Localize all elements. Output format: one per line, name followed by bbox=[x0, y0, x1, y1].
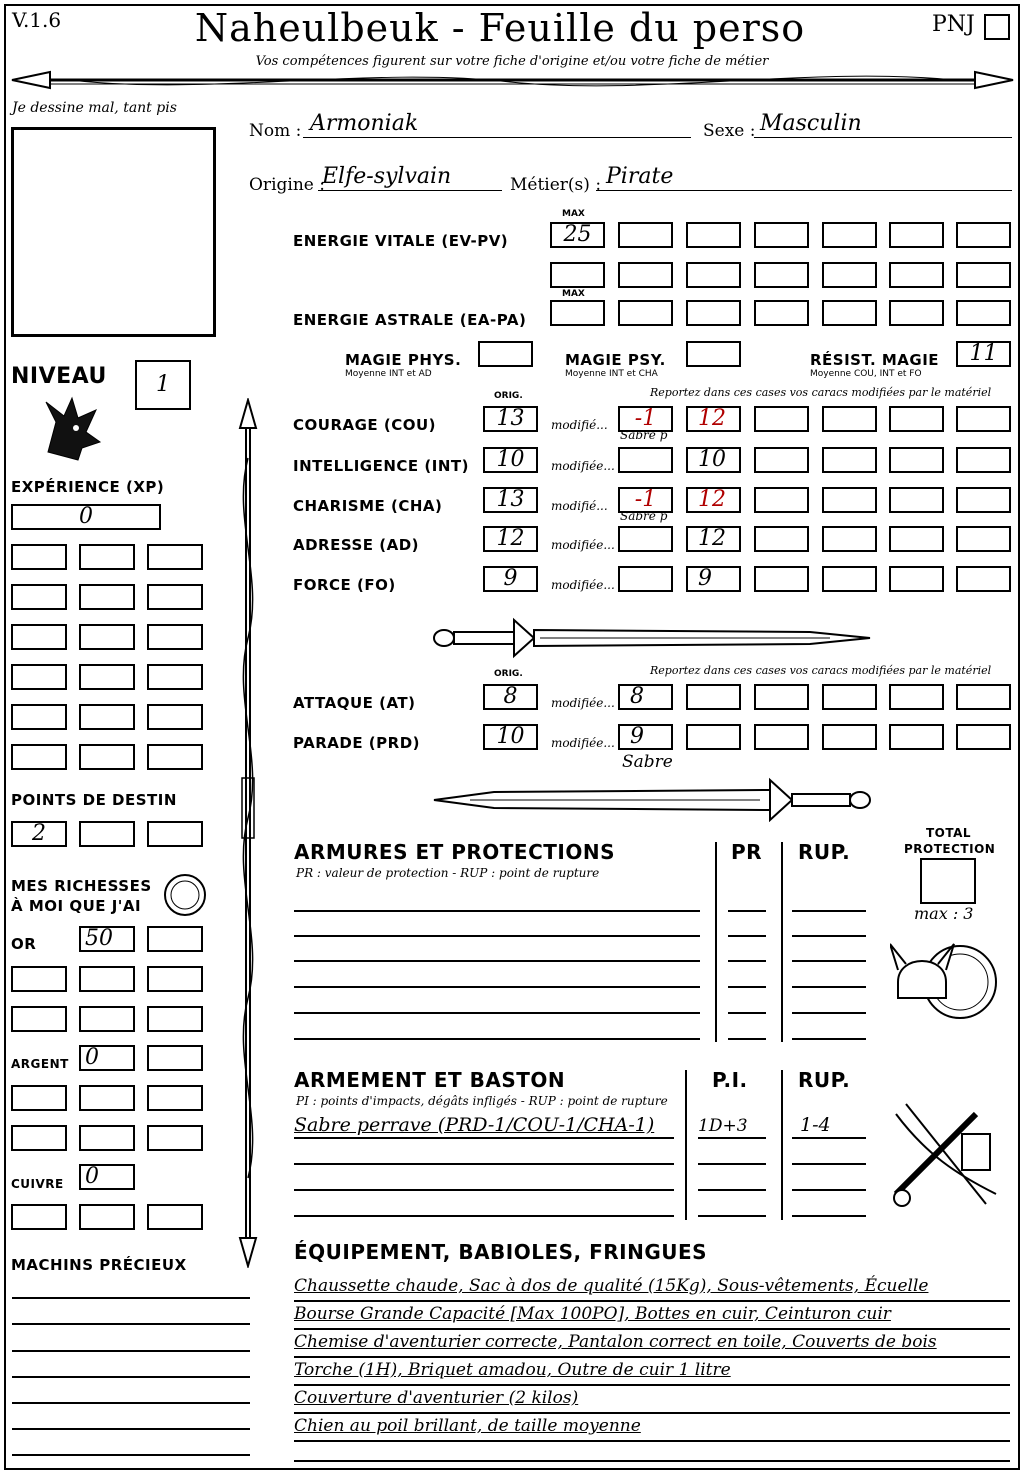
ea-box[interactable] bbox=[618, 300, 673, 326]
carac-extra-box[interactable] bbox=[822, 566, 877, 592]
or-grid-box[interactable] bbox=[79, 1006, 135, 1032]
equipement-line: Chemise d'aventurier correcte, Pantalon correct en toile, Couverts de bois bbox=[294, 1332, 937, 1352]
origine-value: Elfe-sylvain bbox=[322, 164, 452, 189]
combat-report-note: Reportez dans ces cases vos caracs modifiées par le matériel bbox=[650, 664, 992, 677]
xp-grid-box[interactable] bbox=[79, 624, 135, 650]
arme-rup-line[interactable] bbox=[792, 1189, 866, 1191]
richesses-label-2: À MOI QUE J'AI bbox=[11, 897, 142, 915]
ev-box[interactable] bbox=[956, 222, 1011, 248]
ev-label: ENERGIE VITALE (EV-PV) bbox=[293, 232, 509, 250]
carac-extra-box[interactable] bbox=[889, 566, 944, 592]
total-protection-box[interactable] bbox=[920, 858, 976, 904]
nom-label: Nom : bbox=[249, 121, 302, 141]
ev-box[interactable] bbox=[618, 222, 673, 248]
combat-extra-box[interactable] bbox=[686, 684, 741, 710]
ev-box[interactable] bbox=[889, 222, 944, 248]
cuivre-box-4[interactable] bbox=[147, 1204, 203, 1230]
xp-grid-box[interactable] bbox=[11, 664, 67, 690]
carac-extra-box[interactable] bbox=[754, 447, 809, 473]
combat-extra-box[interactable] bbox=[889, 684, 944, 710]
combat-final-box[interactable] bbox=[618, 724, 673, 750]
magie-phys-sub: Moyenne INT et AD bbox=[345, 369, 432, 379]
armure-pr-line[interactable] bbox=[728, 1038, 766, 1040]
equipement-underline[interactable] bbox=[294, 1300, 1010, 1302]
destin-box-2[interactable] bbox=[79, 821, 135, 847]
sexe-label: Sexe : bbox=[703, 121, 756, 141]
cuivre-label: CUIVRE bbox=[11, 1177, 64, 1191]
magie-phys-box[interactable] bbox=[478, 341, 533, 367]
carac-mod-box[interactable] bbox=[618, 526, 673, 552]
carac-orig-box[interactable] bbox=[483, 566, 538, 592]
armure-line[interactable] bbox=[294, 935, 700, 937]
carac-mod-value bbox=[620, 528, 671, 550]
armure-rup-line[interactable] bbox=[792, 910, 866, 912]
carac-extra-box[interactable] bbox=[889, 406, 944, 432]
ev-box-row2[interactable] bbox=[889, 262, 944, 288]
portrait-caption: Je dessine mal, tant pis bbox=[12, 100, 177, 116]
carac-label: FORCE (FO) bbox=[293, 576, 396, 594]
armure-rup-line[interactable] bbox=[792, 1038, 866, 1040]
carac-modif-label: modifiée... bbox=[551, 538, 615, 552]
sexe-value: Masculin bbox=[760, 111, 862, 136]
pnj-label: PNJ bbox=[932, 12, 975, 37]
combat-extra-box[interactable] bbox=[754, 684, 809, 710]
combat-orig-value: 8 bbox=[503, 684, 518, 709]
ea-box[interactable] bbox=[822, 300, 877, 326]
sword-icon bbox=[430, 614, 875, 660]
equipement-underline[interactable] bbox=[294, 1412, 1010, 1414]
combat-label: PARADE (PRD) bbox=[293, 734, 421, 752]
helmet-shield-icon bbox=[890, 930, 1000, 1026]
xp-grid-box[interactable] bbox=[11, 584, 67, 610]
machins-line[interactable] bbox=[12, 1454, 250, 1456]
argent-label: ARGENT bbox=[11, 1057, 69, 1071]
carac-final-value: 9 bbox=[698, 566, 712, 591]
combat-final-value: 9 bbox=[630, 724, 644, 749]
weapon-name: Sabre perrave (PRD-1/COU-1/CHA-1) bbox=[294, 1114, 655, 1136]
or-grid-box[interactable] bbox=[11, 966, 67, 992]
machins-line[interactable] bbox=[12, 1350, 250, 1352]
xp-box[interactable]: 0 bbox=[11, 504, 161, 530]
or-box[interactable]: 50 bbox=[79, 926, 135, 952]
carac-mod-box[interactable] bbox=[618, 447, 673, 473]
carac-mod-value bbox=[620, 568, 671, 590]
carac-final-box[interactable] bbox=[686, 406, 741, 432]
carac-final-value: 12 bbox=[698, 526, 726, 551]
armure-line[interactable] bbox=[294, 960, 700, 962]
carac-final-value: 12 bbox=[698, 406, 726, 431]
carac-orig-box[interactable] bbox=[483, 447, 538, 473]
armure-rup-line[interactable] bbox=[792, 935, 866, 937]
carac-final-value: 10 bbox=[698, 447, 726, 472]
combat-modif-label: modifiée... bbox=[551, 696, 615, 710]
equipement-underline[interactable] bbox=[294, 1384, 1010, 1386]
portrait-box[interactable] bbox=[11, 127, 216, 337]
coin-icon bbox=[162, 872, 208, 918]
carac-mod-value: -1 bbox=[634, 487, 657, 512]
carac-mod-note: Sabre p bbox=[620, 509, 668, 523]
combat-extra-box[interactable] bbox=[956, 724, 1011, 750]
arme-pi-line[interactable] bbox=[698, 1215, 766, 1217]
xp-grid-box[interactable] bbox=[147, 584, 203, 610]
magie-psy-box[interactable] bbox=[686, 341, 741, 367]
caracs-report-note: Reportez dans ces cases vos caracs modifiées par le matériel bbox=[650, 386, 992, 399]
ev-box-row2[interactable] bbox=[550, 262, 605, 288]
ea-max-label: MAX bbox=[562, 289, 585, 299]
ev-box-row2[interactable] bbox=[754, 262, 809, 288]
ev-max-box[interactable]: 25 bbox=[550, 222, 605, 248]
xp-grid-box[interactable] bbox=[79, 704, 135, 730]
carac-orig-box[interactable] bbox=[483, 526, 538, 552]
xp-grid-box[interactable] bbox=[147, 744, 203, 770]
carac-extra-box[interactable] bbox=[822, 406, 877, 432]
carac-extra-box[interactable] bbox=[754, 566, 809, 592]
carac-extra-box[interactable] bbox=[889, 526, 944, 552]
carac-extra-box[interactable] bbox=[822, 447, 877, 473]
armures-divider-1 bbox=[715, 842, 717, 1042]
or-grid-box[interactable] bbox=[147, 1006, 203, 1032]
machins-line[interactable] bbox=[12, 1428, 250, 1430]
arme-rup-line[interactable] bbox=[792, 1215, 866, 1217]
xp-label: EXPÉRIENCE (XP) bbox=[11, 478, 165, 496]
total-protection-label-1: TOTAL bbox=[926, 826, 972, 840]
xp-grid-box[interactable] bbox=[79, 584, 135, 610]
equipement-underline[interactable] bbox=[294, 1328, 1010, 1330]
argent-box-2[interactable] bbox=[147, 1045, 203, 1071]
armure-rup-line[interactable] bbox=[792, 1012, 866, 1014]
armement-sub: PI : points d'impacts, dégâts infligés - RUP : point de rupture bbox=[296, 1094, 668, 1108]
carac-orig-value: 12 bbox=[496, 526, 525, 551]
combat-note: Sabre bbox=[622, 752, 673, 772]
armure-pr-line[interactable] bbox=[728, 986, 766, 988]
arme-line[interactable] bbox=[294, 1189, 674, 1191]
or-grid-box[interactable] bbox=[79, 966, 135, 992]
carac-extra-box[interactable] bbox=[956, 487, 1011, 513]
ea-box[interactable] bbox=[686, 300, 741, 326]
destin-box-1[interactable]: 2 bbox=[11, 821, 67, 847]
ev-box-row2[interactable] bbox=[956, 262, 1011, 288]
weapon-pi: 1D+3 bbox=[698, 1116, 748, 1136]
arme-line[interactable] bbox=[294, 1163, 674, 1165]
carac-final-box[interactable] bbox=[686, 566, 741, 592]
armement-title: ARMEMENT ET BASTON bbox=[294, 1068, 566, 1092]
xp-grid-box[interactable] bbox=[11, 624, 67, 650]
xp-grid-box[interactable] bbox=[79, 744, 135, 770]
equipement-line: Chien au poil brillant, de taille moyenne bbox=[294, 1416, 641, 1436]
armures-title: ARMURES ET PROTECTIONS bbox=[294, 840, 615, 864]
carac-extra-box[interactable] bbox=[754, 487, 809, 513]
machins-line[interactable] bbox=[12, 1402, 250, 1404]
nom-value: Armoniak bbox=[310, 111, 419, 136]
niveau-box[interactable]: 1 bbox=[135, 360, 191, 410]
machins-line[interactable] bbox=[12, 1376, 250, 1378]
ea-label: ENERGIE ASTRALE (EA-PA) bbox=[293, 311, 527, 329]
combat-orig-box[interactable] bbox=[483, 684, 538, 710]
richesses-label-1: MES RICHESSES bbox=[11, 877, 152, 895]
ev-box[interactable] bbox=[686, 222, 741, 248]
machins-line[interactable] bbox=[12, 1297, 250, 1299]
carac-extra-box[interactable] bbox=[889, 447, 944, 473]
cuivre-box[interactable]: 0 bbox=[79, 1164, 135, 1190]
metier-label: Métier(s) : bbox=[510, 175, 602, 195]
total-protection-max: max : 3 bbox=[914, 904, 974, 923]
xp-grid-box[interactable] bbox=[11, 744, 67, 770]
carac-orig-box[interactable] bbox=[483, 487, 538, 513]
carac-extra-box[interactable] bbox=[822, 487, 877, 513]
combat-orig-label: ORIG. bbox=[494, 669, 523, 679]
page-title: Naheulbeuk - Feuille du perso bbox=[194, 6, 806, 50]
arme-line[interactable] bbox=[294, 1215, 674, 1217]
armure-line[interactable] bbox=[294, 1012, 700, 1014]
argent-box[interactable]: 0 bbox=[79, 1045, 135, 1071]
carac-extra-box[interactable] bbox=[754, 526, 809, 552]
combat-final-value: 8 bbox=[630, 684, 644, 709]
or-label: OR bbox=[11, 935, 37, 953]
dragon-icon bbox=[38, 392, 106, 464]
page-subtitle: Vos compétences figurent sur votre fiche d'origine et/ou votre fiche de métier bbox=[255, 54, 769, 69]
ev-box[interactable] bbox=[754, 222, 809, 248]
niveau-label: NIVEAU bbox=[11, 364, 107, 389]
version-label: V.1.6 bbox=[12, 8, 62, 32]
carac-orig-value: 10 bbox=[496, 447, 525, 472]
combat-extra-box[interactable] bbox=[889, 724, 944, 750]
combat-orig-box[interactable] bbox=[483, 724, 538, 750]
carac-label: COURAGE (COU) bbox=[293, 416, 437, 434]
ev-box-row2[interactable] bbox=[618, 262, 673, 288]
carac-final-box[interactable] bbox=[686, 447, 741, 473]
equipement-line: Bourse Grande Capacité [Max 100PO], Bottes en cuir, Ceinturon cuir bbox=[294, 1304, 891, 1324]
armure-line[interactable] bbox=[294, 986, 700, 988]
weapons-icon bbox=[886, 1094, 1006, 1214]
xp-grid-box[interactable] bbox=[147, 664, 203, 690]
carac-extra-box[interactable] bbox=[822, 526, 877, 552]
machins-label: MACHINS PRÉCIEUX bbox=[11, 1256, 187, 1274]
xp-grid-box[interactable] bbox=[11, 544, 67, 570]
xp-grid-box[interactable] bbox=[147, 624, 203, 650]
weapon-rup: 1-4 bbox=[800, 1114, 831, 1136]
armures-pr-label: PR bbox=[731, 840, 763, 864]
argent-grid-box[interactable] bbox=[79, 1085, 135, 1111]
machins-line[interactable] bbox=[12, 1323, 250, 1325]
caracs-orig-label: ORIG. bbox=[494, 391, 523, 401]
xp-grid-box[interactable] bbox=[11, 704, 67, 730]
arme-rup-line[interactable] bbox=[792, 1163, 866, 1165]
resist-magie-box[interactable]: 11 bbox=[956, 341, 1011, 367]
armure-pr-line[interactable] bbox=[728, 910, 766, 912]
armure-pr-line[interactable] bbox=[728, 935, 766, 937]
argent-grid-box[interactable] bbox=[79, 1125, 135, 1151]
carac-mod-value: -1 bbox=[634, 406, 657, 431]
armure-line[interactable] bbox=[294, 910, 700, 912]
destin-label: POINTS DE DESTIN bbox=[11, 791, 177, 809]
metier-value: Pirate bbox=[606, 164, 674, 189]
carac-final-box[interactable] bbox=[686, 487, 741, 513]
magie-psy-label: MAGIE PSY. bbox=[565, 351, 666, 369]
combat-modif-label: modifiée... bbox=[551, 736, 615, 750]
carac-orig-value: 13 bbox=[496, 406, 525, 431]
combat-final-box[interactable] bbox=[618, 684, 673, 710]
arme-pi-line[interactable] bbox=[698, 1137, 766, 1139]
or-grid-box[interactable] bbox=[147, 966, 203, 992]
carac-label: INTELLIGENCE (INT) bbox=[293, 457, 469, 475]
origine-label: Origine : bbox=[249, 175, 325, 195]
arme-rup-line[interactable] bbox=[792, 1137, 866, 1139]
carac-mod-value bbox=[620, 449, 671, 471]
carac-orig-value: 13 bbox=[496, 487, 525, 512]
armure-rup-line[interactable] bbox=[792, 960, 866, 962]
carac-label: ADRESSE (AD) bbox=[293, 536, 420, 554]
ea-box[interactable] bbox=[754, 300, 809, 326]
or-box-2[interactable] bbox=[147, 926, 203, 952]
resist-magie-sub: Moyenne COU, INT et FO bbox=[810, 369, 922, 379]
ev-box[interactable] bbox=[822, 222, 877, 248]
vertical-spear-icon bbox=[228, 398, 268, 1268]
equipement-title: ÉQUIPEMENT, BABIOLES, FRINGUES bbox=[294, 1240, 708, 1264]
ea-max-box[interactable] bbox=[550, 300, 605, 326]
carac-orig-value: 9 bbox=[503, 566, 518, 591]
argent-grid-box[interactable] bbox=[147, 1125, 203, 1151]
carac-extra-box[interactable] bbox=[956, 566, 1011, 592]
combat-orig-value: 10 bbox=[496, 724, 525, 749]
ea-box[interactable] bbox=[956, 300, 1011, 326]
xp-grid-box[interactable] bbox=[147, 704, 203, 730]
combat-extra-box[interactable] bbox=[822, 684, 877, 710]
carac-modif-label: modifiée... bbox=[551, 459, 615, 473]
armure-pr-line[interactable] bbox=[728, 960, 766, 962]
ev-max-label: MAX bbox=[562, 209, 585, 219]
armement-pi-label: P.I. bbox=[712, 1068, 748, 1092]
resist-magie-label: RÉSIST. MAGIE bbox=[810, 351, 940, 369]
carac-extra-box[interactable] bbox=[889, 487, 944, 513]
combat-extra-box[interactable] bbox=[686, 724, 741, 750]
xp-grid-box[interactable] bbox=[79, 664, 135, 690]
ev-box-row2[interactable] bbox=[686, 262, 741, 288]
carac-orig-box[interactable] bbox=[483, 406, 538, 432]
ea-box[interactable] bbox=[889, 300, 944, 326]
carac-extra-box[interactable] bbox=[956, 526, 1011, 552]
carac-extra-box[interactable] bbox=[956, 447, 1011, 473]
equipement-line: Couverture d'aventurier (2 kilos) bbox=[294, 1388, 579, 1408]
or-grid-box[interactable] bbox=[11, 1006, 67, 1032]
ev-box-row2[interactable] bbox=[822, 262, 877, 288]
arme-line[interactable] bbox=[294, 1137, 674, 1139]
total-protection-label-2: PROTECTION bbox=[904, 842, 996, 856]
equipement-underline[interactable] bbox=[294, 1356, 1010, 1358]
equipement-line: Torche (1H), Briquet amadou, Outre de cuir 1 litre bbox=[294, 1360, 731, 1380]
equipement-underline[interactable] bbox=[294, 1460, 1010, 1462]
carac-extra-box[interactable] bbox=[754, 406, 809, 432]
combat-label: ATTAQUE (AT) bbox=[293, 694, 416, 712]
pnj-checkbox[interactable] bbox=[984, 14, 1010, 40]
carac-mod-note: Sabre p bbox=[620, 428, 668, 442]
arme-pi-line[interactable] bbox=[698, 1163, 766, 1165]
arme-pi-line[interactable] bbox=[698, 1189, 766, 1191]
magie-phys-label: MAGIE PHYS. bbox=[345, 351, 462, 369]
carac-modif-label: modifié... bbox=[551, 418, 608, 432]
carac-modif-label: modifiée... bbox=[551, 578, 615, 592]
argent-grid-box[interactable] bbox=[11, 1125, 67, 1151]
destin-box-3[interactable] bbox=[147, 821, 203, 847]
combat-extra-box[interactable] bbox=[822, 724, 877, 750]
armement-rup-label: RUP. bbox=[798, 1068, 851, 1092]
armement-divider-1 bbox=[685, 1070, 687, 1220]
xp-grid-box[interactable] bbox=[147, 544, 203, 570]
magie-psy-sub: Moyenne INT et CHA bbox=[565, 369, 658, 379]
armures-sub: PR : valeur de protection - RUP : point de rupture bbox=[296, 866, 600, 880]
carac-final-box[interactable] bbox=[686, 526, 741, 552]
carac-modif-label: modifié... bbox=[551, 499, 608, 513]
carac-mod-box[interactable] bbox=[618, 566, 673, 592]
armures-divider-2 bbox=[781, 842, 783, 1042]
argent-grid-box[interactable] bbox=[11, 1085, 67, 1111]
armement-divider-2 bbox=[781, 1070, 783, 1220]
combat-extra-box[interactable] bbox=[956, 684, 1011, 710]
equipement-underline[interactable] bbox=[294, 1440, 1010, 1442]
armures-rup-label: RUP. bbox=[798, 840, 851, 864]
carac-extra-box[interactable] bbox=[956, 406, 1011, 432]
xp-grid-box[interactable] bbox=[79, 544, 135, 570]
argent-grid-box[interactable] bbox=[147, 1085, 203, 1111]
carac-label: CHARISME (CHA) bbox=[293, 497, 443, 515]
armure-rup-line[interactable] bbox=[792, 986, 866, 988]
armure-pr-line[interactable] bbox=[728, 1012, 766, 1014]
equipement-line: Chaussette chaude, Sac à dos de qualité (15Kg), Sous-vêtements, Écuelle bbox=[294, 1276, 929, 1296]
carac-final-value: 12 bbox=[698, 487, 726, 512]
armure-line[interactable] bbox=[294, 1038, 700, 1040]
combat-extra-box[interactable] bbox=[754, 724, 809, 750]
sword-icon-2 bbox=[430, 776, 875, 822]
cuivre-box-3[interactable] bbox=[79, 1204, 135, 1230]
cuivre-box-2[interactable] bbox=[11, 1204, 67, 1230]
